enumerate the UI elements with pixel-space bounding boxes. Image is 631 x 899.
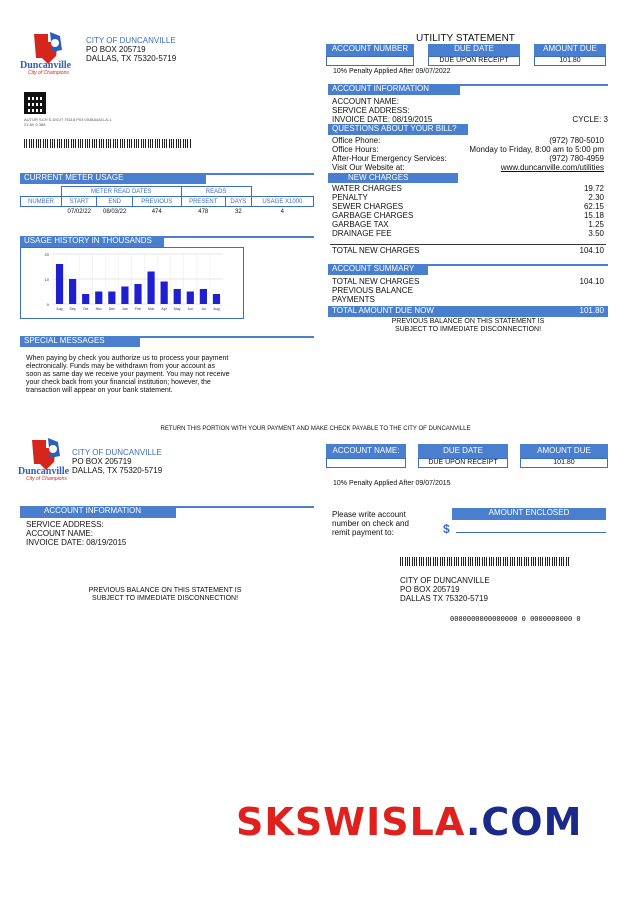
charge-label: DRAINAGE FEE [332, 229, 392, 238]
amount-enclosed-field[interactable] [456, 532, 606, 533]
total-due-bar [328, 306, 608, 317]
stub-invoice-date: INVOICE DATE: 08/19/2015 [26, 538, 127, 547]
usage-bar [134, 284, 141, 304]
previous-balance-label: PREVIOUS BALANCE [332, 286, 413, 295]
emergency-label: After-Hour Emergency Services: [332, 154, 447, 163]
disconnect-note-line1: PREVIOUS BALANCE ON THIS STATEMENT IS [391, 318, 545, 325]
stub-disconnect-note [40, 587, 290, 603]
charge-value: 19.72 [583, 184, 604, 193]
charge-value: 1.25 [588, 220, 604, 229]
total-due-value: 101.80 [579, 306, 604, 315]
x-tick-label: Nov [95, 307, 102, 311]
meter-col: PRESENT [181, 197, 226, 207]
office-phone-value: (972) 780-5010 [549, 136, 604, 145]
charge-row [332, 220, 604, 229]
meter-value: 4 [280, 208, 285, 215]
meter-group-row [21, 187, 314, 197]
meter-value: 07/02/22 [67, 208, 91, 215]
org-city: DALLAS, TX 75320-5719 [72, 466, 163, 475]
account-number-value [326, 56, 414, 66]
meter-col: NUMBER [21, 197, 62, 207]
charge-value: 15.18 [583, 211, 604, 220]
usage-bar [95, 292, 102, 305]
meter-col: USAGE X1000 [251, 197, 313, 207]
autor-text [24, 117, 112, 127]
stub-due-value: DUE UPON RECEIPT [418, 458, 508, 468]
meter-col: DAYS [226, 197, 252, 207]
x-tick-label: Dec [108, 307, 115, 311]
usage-bar [69, 279, 76, 304]
stub-col-amount: AMOUNT DUE [520, 444, 608, 458]
y-tick-label: 0 [46, 302, 49, 307]
org-name: CITY OF DUNCANVILLE [86, 36, 176, 45]
charge-row [332, 211, 604, 220]
meter-value: 08/03/22 [103, 208, 127, 215]
x-tick-label: Mar [148, 307, 155, 311]
dollar-sign: $ [443, 522, 450, 536]
total-new-charges-value: 104.10 [579, 246, 604, 255]
usage-bar [121, 287, 128, 305]
org-city: DALLAS, TX 75320-5719 [86, 54, 177, 63]
special-line: soon as same day we receive your payment. You may not receive [26, 371, 230, 378]
usage-bar [200, 289, 207, 304]
stub-service-label: SERVICE ADDRESS: [26, 520, 104, 529]
usage-bar [161, 282, 168, 305]
summary-block [332, 277, 604, 304]
stub-amount-value: 101.80 [520, 458, 608, 468]
new-charges-header: NEW CHARGES [328, 173, 458, 183]
charge-value: 2.30 [588, 193, 604, 202]
charge-row [332, 184, 604, 193]
charge-value: 62.15 [583, 202, 604, 211]
office-phone-label: Office Phone: [332, 136, 381, 145]
remit-line: number on check and [332, 519, 409, 528]
scan-line: 0000000000000000 0 0000000000 0 [450, 615, 581, 623]
account-name-label: ACCOUNT NAME: [332, 97, 399, 106]
remit-org-box: PO BOX 205719 [400, 585, 460, 594]
x-tick-label: Aug [56, 307, 63, 311]
logo [22, 28, 74, 76]
stub-note-line1: PREVIOUS BALANCE ON THIS STATEMENT IS [88, 587, 242, 594]
remit-org-city: DALLAS TX 75320-5719 [400, 594, 488, 603]
charge-value: 3.50 [588, 229, 604, 238]
meter-header: CURRENT METER USAGE [20, 173, 206, 184]
website-link[interactable]: www.duncanville.com/utilities [500, 163, 604, 172]
x-tick-label: Oct [82, 307, 89, 311]
summary-total-value: 104.10 [579, 277, 604, 286]
new-charges-list [332, 184, 604, 238]
usage-history-header: USAGE HISTORY IN THOUSANDS [20, 236, 164, 247]
stub-penalty-note: 10% Penalty Applied After 09/07/2015 [333, 480, 451, 487]
meter-group-blank [21, 187, 62, 197]
summary-total-label: TOTAL NEW CHARGES [332, 277, 420, 286]
special-header: SPECIAL MESSAGES [20, 336, 140, 347]
meter-table [20, 186, 314, 216]
stub-col-due: DUE DATE [418, 444, 508, 458]
remit-line: remit payment to: [332, 528, 394, 537]
watermark [236, 800, 582, 844]
return-instruction: RETURN THIS PORTION WITH YOUR PAYMENT AND MAKE CHECK PAYABLE TO THE CITY OF DUNCANVILLE [160, 426, 471, 432]
question-row [332, 145, 604, 154]
x-tick-label: Jun [187, 307, 194, 311]
x-tick-label: Feb [134, 307, 142, 311]
x-tick-label: Apr [161, 307, 167, 311]
x-tick-label: May [173, 307, 181, 311]
stub-logo [20, 434, 72, 482]
usage-bar [108, 292, 115, 305]
meter-col: PREVIOUS [132, 197, 181, 207]
total-new-charges-row [332, 246, 604, 255]
meter-read-dates-header: METER READ DATES [62, 187, 182, 197]
office-hours-label: Office Hours: [332, 145, 379, 154]
logo-word: Duncanville [18, 466, 70, 477]
remit-instructions [332, 510, 409, 537]
meter-value-row [21, 207, 314, 217]
charge-row [332, 229, 604, 238]
charge-label: SEWER CHARGES [332, 202, 404, 211]
question-row [332, 163, 604, 172]
office-hours-value: Monday to Friday, 8:00 am to 5:00 pm [469, 145, 604, 154]
website-label: Visit Our Website at: [332, 163, 405, 172]
watermark-part1: SKSWISLA [236, 800, 466, 844]
special-message [26, 355, 266, 395]
qr-code [24, 92, 46, 114]
usage-chart-frame [20, 247, 244, 319]
special-line: your check back from your financial institution; however, the [26, 379, 211, 386]
special-line: When paying by check you authorize us to process your payment [26, 355, 229, 362]
col-due-date: DUE DATE [428, 44, 520, 56]
org-box: PO BOX 205719 [72, 457, 132, 466]
remit-address [400, 576, 490, 603]
stub-account-value [326, 458, 406, 468]
sender-address [86, 36, 176, 63]
meter-value [21, 207, 62, 217]
y-tick-label: 20 [44, 252, 49, 257]
x-tick-label: Jan [122, 307, 128, 311]
disconnect-note [330, 318, 606, 334]
stub-note-line2: SUBJECT TO IMMEDIATE DISCONNECTION! [91, 595, 239, 602]
x-tick-label: Sep [69, 307, 76, 311]
payments-label: PAYMENTS [332, 295, 375, 304]
penalty-note: 10% Penalty Applied After 09/07/2022 [333, 68, 451, 75]
charge-label: GARBAGE CHARGES [332, 211, 414, 220]
charge-label: PENALTY [332, 193, 368, 202]
emergency-value: (972) 780-4959 [549, 154, 604, 163]
disconnect-note-line2: SUBJECT TO IMMEDIATE DISCONNECTION! [394, 326, 542, 333]
total-new-charges-label: TOTAL NEW CHARGES [332, 246, 420, 255]
usage-bar [82, 294, 89, 304]
summary-header: ACCOUNT SUMMARY [328, 264, 428, 275]
account-info-block [332, 97, 608, 124]
meter-col: END [97, 197, 132, 207]
remit-barcode [400, 557, 570, 566]
stub-name-label: ACCOUNT NAME: [26, 529, 93, 538]
reads-header: READS [181, 187, 251, 197]
meter-value: 478 [198, 208, 209, 215]
usage-bar [56, 264, 63, 304]
stub-col-account: ACCOUNT NAME: [326, 444, 406, 458]
amount-enclosed-header: AMOUNT ENCLOSED [452, 508, 606, 520]
autor-line2: 21 AV 0 388 [24, 122, 46, 127]
service-address-label: SERVICE ADDRESS: [332, 106, 410, 115]
question-row [332, 136, 604, 145]
charges-divider [330, 244, 606, 245]
special-line: electronically. Funds may be withdrawn from your account as [26, 363, 215, 370]
due-date-value: DUE UPON RECEIPT [428, 56, 520, 66]
col-account-number: ACCOUNT NUMBER [326, 44, 414, 56]
meter-col-row [21, 197, 314, 207]
questions-list [332, 136, 604, 172]
amount-due-value: 101.80 [534, 56, 606, 66]
meter-value: 32 [235, 208, 242, 215]
usage-chart [21, 248, 243, 318]
total-due-label: TOTAL AMOUNT DUE NOW [332, 306, 434, 315]
account-info-header: ACCOUNT INFORMATION [328, 84, 460, 95]
logo-word: Duncanville [20, 60, 72, 71]
usage-bar [147, 272, 154, 305]
charge-label: GARBAGE TAX [332, 220, 389, 229]
usage-bar [174, 289, 181, 304]
org-box: PO BOX 205719 [86, 45, 146, 54]
logo-tagline: City of Champions [26, 476, 67, 482]
x-tick-label: Jul [201, 307, 206, 311]
x-tick-label: Aug [213, 307, 220, 311]
org-name: CITY OF DUNCANVILLE [72, 448, 162, 457]
postal-barcode [24, 139, 192, 148]
stub-sender-address [72, 448, 162, 475]
col-amount-due: AMOUNT DUE [534, 44, 606, 56]
y-tick-label: 10 [44, 277, 49, 282]
remit-org-name: CITY OF DUNCANVILLE [400, 576, 490, 585]
charge-label: WATER CHARGES [332, 184, 402, 193]
special-line: transaction will appear on your bank statement. [26, 387, 173, 394]
statement-title: UTILITY STATEMENT [416, 33, 515, 44]
charge-row [332, 193, 604, 202]
meter-col: START [62, 197, 97, 207]
logo-tagline: City of Champions [28, 70, 69, 76]
stub-acct-block [26, 520, 126, 547]
meter-value: 474 [151, 208, 162, 215]
invoice-date: INVOICE DATE: 08/19/2015 [332, 115, 433, 124]
autor-line1: AUTOR SCH S-DIGIT 75118 P03 0038A4AG-A-1 [24, 117, 112, 122]
watermark-part2: .COM [465, 800, 583, 844]
questions-header: QUESTIONS ABOUT YOUR BILL? [328, 124, 468, 135]
stub-acct-header: ACCOUNT INFORMATION [20, 506, 176, 518]
meter-group-blank [251, 187, 313, 197]
remit-line: Please write account [332, 510, 406, 519]
question-row [332, 154, 604, 163]
cycle: CYCLE: 3 [572, 115, 608, 124]
usage-bar [213, 294, 220, 304]
charge-row [332, 202, 604, 211]
usage-bar [187, 292, 194, 305]
